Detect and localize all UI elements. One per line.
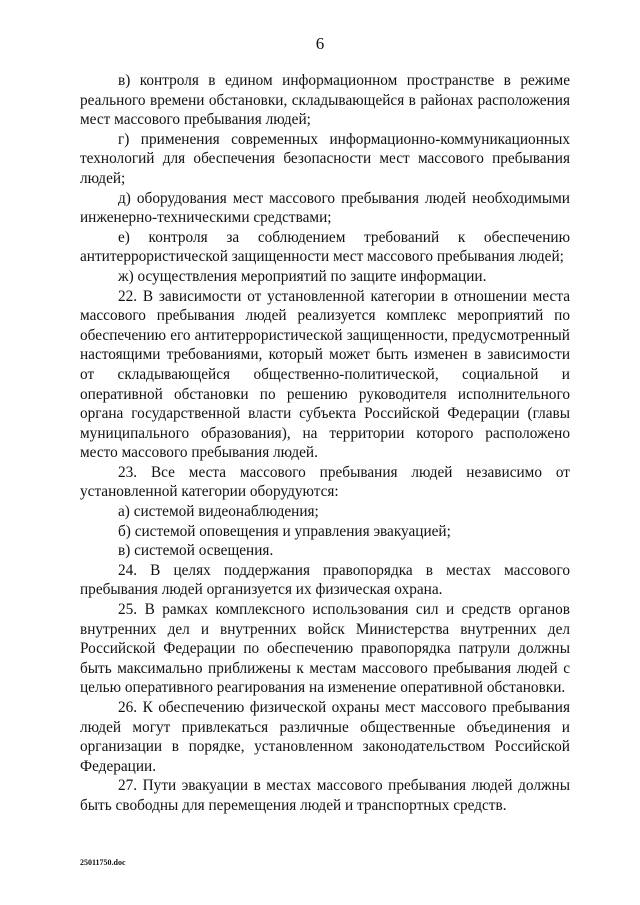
paragraph-item-b-alert: б) системой оповещения и управления эвакуацией; — [118, 522, 451, 540]
paragraph-item-a-video: а) системой видеонаблюдения; — [118, 503, 319, 521]
paragraph-clause-25: 25. В рамках комплексного использования сил и средств органов внутренних дел и внутренних войск Министерства внутренних дел Российской Федерации по обеспечению правопорядка патрули должны быть максимально приближены к местам массового пребывания людей с целью оперативного реагирования на изменение оперативной обстановки. — [80, 601, 570, 697]
paragraph-clause-23: 23. Все места массового пребывания людей независимо от установленной категории оборудуются: — [80, 463, 570, 501]
page-number: 6 — [315, 34, 325, 53]
paragraph-item-v-monitoring: в) контроля в едином информационном пространстве в режиме реального времени обстановки, складывающейся в районах расположения мест массового пребывания людей; — [80, 72, 570, 129]
paragraph-item-g-ict: г) применения современных информационно-коммуникационных технологий для обеспечения безопасности мест массового пребывания людей; — [80, 130, 570, 187]
paragraph-item-zh-info-protection: ж) осуществления мероприятий по защите информации. — [118, 267, 487, 285]
paragraph-clause-24: 24. В целях поддержания правопорядка в местах массового пребывания людей организуется их физическая охрана. — [80, 561, 570, 599]
paragraph-item-d-equipment: д) оборудования мест массового пребывания людей необходимыми инженерно-техническими средствами; — [80, 189, 570, 227]
paragraph-item-e-control: е) контроля за соблюдением требований к обеспечению антитеррористической защищенности мест массового пребывания людей; — [80, 228, 570, 266]
document-body — [80, 71, 570, 816]
footer-file-name: 25011750.doc — [80, 858, 126, 867]
paragraph-clause-27: 27. Пути эвакуации в местах массового пребывания людей должны быть свободны для перемещения людей и транспортных средств. — [80, 777, 570, 814]
paragraph-item-v-lighting: в) системой освещения. — [118, 542, 274, 560]
paragraph-clause-26: 26. К обеспечению физической охраны мест массового пребывания людей могут привлекаться различные общественные объединения и организации в порядке, установленном законодательством Российской Федерации. — [80, 699, 570, 775]
paragraph-clause-22: 22. В зависимости от установленной категории в отношении места массового пребывания людей реализуется комплекс мероприятий по обеспечению его антитеррористической защищенности, предусмотренный настоящими требованиями, который может быть изменен в зависимости от складывающейся общественно-политической, социальной и оперативной обстановки по решению руководителя исполнительного органа государственной власти субъекта Российской Федерации (главы муниципального образования), на территории которого расположено место массового пребывания людей. — [80, 287, 570, 462]
